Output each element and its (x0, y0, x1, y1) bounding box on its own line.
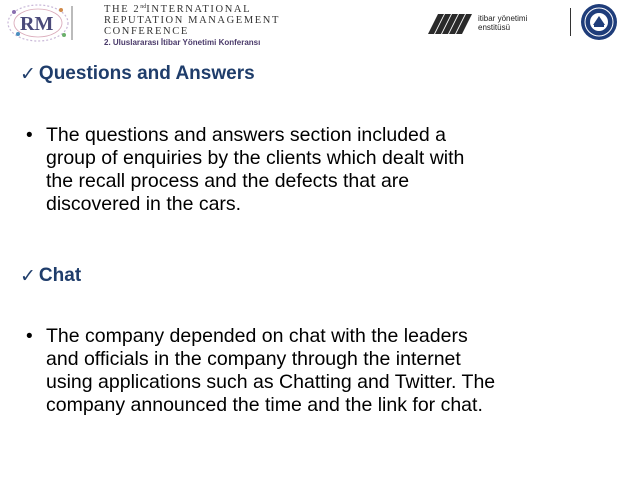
slide-header (0, 0, 638, 48)
bullet-questions-answers (20, 124, 610, 216)
itibar-yonetimi-enstitusu-logo (426, 10, 566, 36)
university-seal-icon (579, 3, 619, 41)
institute-line-1: itibar yönetimi (478, 14, 528, 23)
bullet-line: the recall process and the defects that are (46, 170, 410, 192)
section-heading-text: Chat (38, 265, 82, 286)
rm-conference-logo (6, 2, 98, 42)
bullet-line: using applications such as Chatting and Twitter. The (46, 371, 496, 393)
bullet-line: The questions and answers section included a (46, 124, 446, 146)
conference-subtitle: 2. Uluslararası İtibar Yönetimi Konferansı (104, 38, 261, 47)
conference-line-2: REPUTATION MANAGEMENT (104, 15, 280, 26)
bullet-line: The company depended on chat with the leaders (46, 325, 468, 347)
rm-logo-text: RM (20, 13, 54, 35)
section-heading-text: Questions and Answers (38, 63, 255, 84)
bullet-line: group of enquiries by the clients which dealt with (46, 147, 465, 169)
institute-name (478, 14, 527, 32)
bullet-line: company announced the time and the link for chat. (46, 394, 483, 416)
section-heading-chat (20, 264, 81, 288)
bullet-line: discovered in the cars. (46, 193, 242, 215)
bullet-icon: • (26, 125, 33, 146)
section-heading-questions-answers (20, 62, 255, 86)
conference-line-1: THE 2ndINTERNATIONAL (104, 4, 252, 15)
conference-line-3: CONFERENCE (104, 26, 189, 37)
stripes-icon (426, 12, 474, 34)
bullet-line: and officials in the company through the internet (46, 348, 461, 370)
header-divider (570, 8, 571, 36)
bullet-chat (20, 325, 620, 417)
bullet-icon: • (26, 326, 33, 347)
check-icon: ✓ (20, 63, 36, 85)
conference-title (104, 2, 314, 47)
check-icon: ✓ (20, 265, 36, 287)
institute-line-2: enstitüsü (478, 23, 511, 32)
